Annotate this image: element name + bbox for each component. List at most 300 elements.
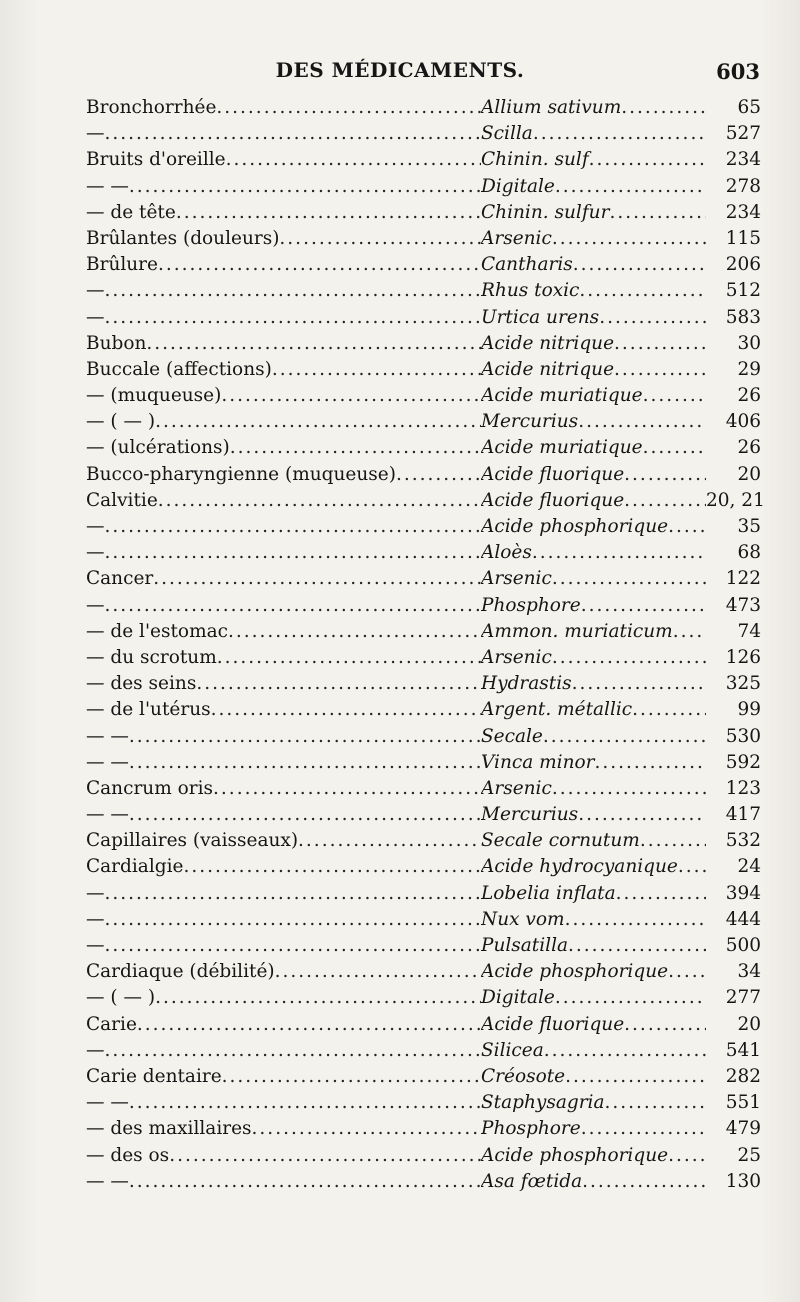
entry-term-cell xyxy=(86,935,481,956)
entry-term-cell xyxy=(86,333,481,354)
dot-leader xyxy=(272,359,481,380)
entry-term-cell xyxy=(86,673,481,694)
dot-leader xyxy=(673,621,706,642)
dot-leader xyxy=(105,909,482,930)
entry-remedy-cell xyxy=(481,1092,706,1113)
entry-term-cell xyxy=(86,961,481,982)
entry-page-number: 99 xyxy=(737,699,761,721)
dot-leader xyxy=(230,437,481,458)
entry-remedy-cell xyxy=(481,699,706,720)
entry-remedy: Digitale xyxy=(481,987,555,1009)
entry-term: — (ulcérations) xyxy=(86,437,230,459)
entry-remedy: Acide phosphorique xyxy=(481,961,669,983)
dot-leader xyxy=(643,437,706,458)
entry-term: — xyxy=(86,516,105,537)
entry-remedy: Mercurius xyxy=(481,804,579,826)
entry-remedy: Acide muriatique xyxy=(481,437,643,459)
dot-leader xyxy=(146,333,481,354)
dot-leader xyxy=(605,1092,706,1113)
entry-page-number: 444 xyxy=(725,908,761,930)
index-entry xyxy=(86,673,761,699)
entry-remedy: Mercurius xyxy=(481,411,579,433)
entry-remedy: Phosphore xyxy=(481,594,581,616)
entry-term: — des seins xyxy=(86,673,197,695)
entry-term: Cardiaque (débilité) xyxy=(86,961,275,983)
dot-leader xyxy=(589,149,706,170)
entry-remedy-cell xyxy=(481,935,706,956)
entry-term: — — xyxy=(86,1170,129,1192)
index-entry xyxy=(86,883,761,909)
entry-term-cell xyxy=(86,1040,481,1061)
entry-remedy: Acide fluorique xyxy=(481,489,625,511)
dot-leader xyxy=(624,1014,706,1035)
dot-leader xyxy=(568,935,706,956)
index-entry xyxy=(86,1145,761,1171)
entry-term: Cancrum oris xyxy=(86,777,214,799)
dot-leader xyxy=(624,464,706,485)
index-entry xyxy=(86,254,761,280)
entry-remedy-cell xyxy=(481,621,706,642)
entry-remedy: Créosote xyxy=(481,1065,566,1087)
entry-term-cell xyxy=(86,516,481,537)
entry-remedy: Hydrastis xyxy=(481,673,572,695)
entry-term: — xyxy=(86,882,105,904)
entry-term: — — xyxy=(86,725,129,747)
entry-remedy-cell xyxy=(481,647,706,668)
entry-term-cell xyxy=(86,778,481,799)
entry-page-number: 65 xyxy=(737,97,761,118)
dot-leader xyxy=(624,490,706,511)
entry-term-cell xyxy=(86,909,481,930)
index-entry xyxy=(86,1014,761,1040)
dot-leader xyxy=(678,856,706,877)
entry-remedy-cell xyxy=(481,595,706,616)
entry-page-number: 123 xyxy=(725,777,761,799)
entry-page-number: 500 xyxy=(725,935,761,956)
entry-term-cell xyxy=(86,359,481,380)
dot-leader xyxy=(176,202,481,223)
entry-term: — xyxy=(86,123,105,145)
entry-remedy: Aloès xyxy=(481,542,532,564)
entry-remedy: Nux vom xyxy=(481,908,565,930)
page-number: 603 xyxy=(716,59,760,84)
running-title: DES MÉDICAMENTS. xyxy=(275,58,525,82)
dot-leader xyxy=(543,726,706,747)
entry-term-cell xyxy=(86,1171,481,1192)
entry-term: — ( — ) xyxy=(86,411,156,433)
entry-term: Carie xyxy=(86,1013,137,1035)
dot-leader xyxy=(552,568,706,589)
entry-page-number: 74 xyxy=(737,620,761,642)
dot-leader xyxy=(544,1040,706,1061)
dot-leader xyxy=(614,359,706,380)
entry-page-number: 532 xyxy=(725,830,761,852)
entry-page-number: 473 xyxy=(725,594,761,616)
index-entry xyxy=(86,935,761,961)
entry-term: Capillaires (vaisseaux) xyxy=(86,830,299,852)
dot-leader xyxy=(196,673,481,694)
dot-leader xyxy=(581,595,706,616)
entry-remedy: Arsenic xyxy=(481,646,552,668)
dot-leader xyxy=(552,778,706,799)
entry-remedy-cell xyxy=(481,176,706,197)
entry-page-number: 277 xyxy=(725,987,761,1009)
entry-term-cell xyxy=(86,176,481,197)
entry-remedy: Digitale xyxy=(481,175,555,197)
dot-leader xyxy=(158,254,481,275)
entry-term-cell xyxy=(86,726,481,747)
entry-term: — — xyxy=(86,804,129,826)
dot-leader xyxy=(228,621,481,642)
dot-leader xyxy=(137,1014,481,1035)
entry-remedy: Chinin. sulfur xyxy=(481,201,610,223)
entry-page-number: 325 xyxy=(725,673,761,695)
entry-term: Brûlure xyxy=(86,254,158,276)
dot-leader xyxy=(211,699,481,720)
entry-remedy: Acide phosphorique xyxy=(481,1144,669,1166)
entry-page-number: 20, 21 xyxy=(706,489,765,511)
entry-term-cell xyxy=(86,621,481,642)
dot-leader xyxy=(582,1171,706,1192)
entry-remedy-cell xyxy=(481,1066,706,1087)
entry-page-number: 551 xyxy=(725,1092,761,1114)
entry-remedy-cell xyxy=(481,202,706,223)
entry-term-cell xyxy=(86,1118,481,1139)
dot-leader xyxy=(222,1066,481,1087)
entry-page-number: 35 xyxy=(737,516,761,537)
entry-remedy-cell xyxy=(481,123,706,144)
dot-leader xyxy=(252,1118,481,1139)
entry-remedy: Secale cornutum xyxy=(481,830,640,852)
dot-leader xyxy=(155,987,481,1008)
dot-leader xyxy=(221,385,481,406)
index-entry xyxy=(86,647,761,673)
entry-term: — de l'utérus xyxy=(86,699,211,721)
entry-remedy: Acide nitrique xyxy=(481,332,615,354)
entry-term-cell xyxy=(86,752,481,773)
entry-remedy: Pulsatilla xyxy=(481,935,569,956)
index-entry xyxy=(86,359,761,385)
index-entry xyxy=(86,752,761,778)
entry-remedy-cell xyxy=(481,1171,706,1192)
entry-remedy: Chinin. sulf xyxy=(481,149,589,171)
dot-leader xyxy=(616,883,706,904)
dot-leader xyxy=(599,307,706,328)
index-entry xyxy=(86,961,761,987)
dot-leader xyxy=(578,804,706,825)
dot-leader xyxy=(216,97,481,118)
entry-term-cell xyxy=(86,987,481,1008)
entry-term-cell xyxy=(86,385,481,406)
dot-leader xyxy=(578,411,706,432)
index-entry xyxy=(86,149,761,175)
entry-remedy: Scilla xyxy=(481,123,533,145)
dot-leader xyxy=(275,961,481,982)
index-entry xyxy=(86,516,761,542)
entry-remedy: Ammon. muriaticum xyxy=(481,620,673,642)
entry-remedy: Allium sativum xyxy=(481,97,622,118)
entry-page-number: 68 xyxy=(737,542,761,564)
entry-remedy: Argent. métallic xyxy=(481,699,633,721)
index-entry xyxy=(86,280,761,306)
dot-leader xyxy=(298,830,481,851)
entry-remedy-cell xyxy=(481,1145,706,1166)
entry-term-cell xyxy=(86,149,481,170)
entry-remedy-cell xyxy=(481,856,706,877)
entry-remedy-cell xyxy=(481,961,706,982)
dot-leader xyxy=(565,909,706,930)
index-entry xyxy=(86,726,761,752)
dot-leader xyxy=(105,280,482,301)
index-entry xyxy=(86,778,761,804)
dot-leader xyxy=(129,176,481,197)
page-header xyxy=(0,58,800,88)
dot-leader xyxy=(105,516,482,537)
entry-page-number: 512 xyxy=(725,280,761,302)
entry-remedy-cell xyxy=(481,883,706,904)
entry-term-cell xyxy=(86,699,481,720)
dot-leader xyxy=(105,883,482,904)
entry-page-number: 130 xyxy=(725,1170,761,1192)
index-entry xyxy=(86,307,761,333)
entry-page-number: 26 xyxy=(737,385,761,407)
entry-term-cell xyxy=(86,1014,481,1035)
entry-term-cell xyxy=(86,280,481,301)
entry-term: Brûlantes (douleurs) xyxy=(86,227,280,249)
entry-term: — — xyxy=(86,1092,129,1114)
entry-term: Carie dentaire xyxy=(86,1065,222,1087)
dot-leader xyxy=(129,1092,481,1113)
entry-term-cell xyxy=(86,1066,481,1087)
entry-term: Bubon xyxy=(86,332,147,354)
entry-term-cell xyxy=(86,883,481,904)
index-entry xyxy=(86,437,761,463)
entry-page-number: 30 xyxy=(737,332,761,354)
index-entry xyxy=(86,699,761,725)
entry-term: — des maxillaires xyxy=(86,1118,252,1140)
entry-remedy-cell xyxy=(481,333,706,354)
entry-remedy-cell xyxy=(481,307,706,328)
entry-term-cell xyxy=(86,97,481,118)
entry-remedy-cell xyxy=(481,516,706,537)
entry-term: — des os xyxy=(86,1144,170,1166)
index-entry xyxy=(86,411,761,437)
entry-term-cell xyxy=(86,1092,481,1113)
dot-leader xyxy=(105,307,482,328)
entry-remedy: Acide muriatique xyxy=(481,385,643,407)
index-entry xyxy=(86,1092,761,1118)
entry-page-number: 206 xyxy=(725,254,761,276)
dot-leader xyxy=(129,726,481,747)
index-entry xyxy=(86,542,761,568)
entry-page-number: 394 xyxy=(725,882,761,904)
entry-term-cell xyxy=(86,437,481,458)
dot-leader xyxy=(573,254,706,275)
entry-remedy-cell xyxy=(481,1118,706,1139)
entry-remedy-cell xyxy=(481,1014,706,1035)
index-entry xyxy=(86,621,761,647)
entry-remedy-cell xyxy=(481,752,706,773)
dot-leader xyxy=(169,1145,481,1166)
entry-page-number: 282 xyxy=(725,1065,761,1087)
dot-leader xyxy=(213,778,481,799)
dot-leader xyxy=(552,647,706,668)
entry-term-cell xyxy=(86,254,481,275)
entry-remedy-cell xyxy=(481,280,706,301)
entry-page-number: 527 xyxy=(725,123,761,145)
dot-leader xyxy=(155,411,481,432)
dot-leader xyxy=(632,699,706,720)
entry-remedy-cell xyxy=(481,568,706,589)
entry-term-cell xyxy=(86,830,481,851)
dot-leader xyxy=(105,595,482,616)
dot-leader xyxy=(555,176,706,197)
entry-term: Buccale (affections) xyxy=(86,358,272,380)
entry-remedy: Acide fluorique xyxy=(481,463,625,485)
entry-term: — de tête xyxy=(86,201,176,223)
dot-leader xyxy=(555,987,706,1008)
dot-leader xyxy=(668,961,706,982)
entry-page-number: 530 xyxy=(725,725,761,747)
index-entry xyxy=(86,228,761,254)
index-entry xyxy=(86,856,761,882)
entry-remedy-cell xyxy=(481,437,706,458)
entry-remedy: Acide fluorique xyxy=(481,1013,625,1035)
entry-term-cell xyxy=(86,228,481,249)
dot-leader xyxy=(533,123,706,144)
entry-page-number: 26 xyxy=(737,437,761,459)
entry-remedy-cell xyxy=(481,987,706,1008)
entry-remedy: Silicea xyxy=(481,1039,544,1061)
entry-remedy-cell xyxy=(481,726,706,747)
entry-term: — xyxy=(86,908,105,930)
entry-page-number: 25 xyxy=(737,1144,761,1166)
entry-remedy-cell xyxy=(481,909,706,930)
dot-leader xyxy=(217,647,481,668)
dot-leader xyxy=(572,673,706,694)
entry-term: Cardialgie xyxy=(86,856,184,878)
index-entry xyxy=(86,909,761,935)
dot-leader xyxy=(396,464,481,485)
index-entry xyxy=(86,464,761,490)
entry-term-cell xyxy=(86,568,481,589)
entry-remedy-cell xyxy=(481,804,706,825)
entry-remedy: Cantharis xyxy=(481,254,573,276)
entry-term-cell xyxy=(86,490,481,511)
dot-leader xyxy=(183,856,481,877)
entry-term-cell xyxy=(86,411,481,432)
index-entry xyxy=(86,97,761,123)
index-entry xyxy=(86,1040,761,1066)
entry-term: — (muqueuse) xyxy=(86,385,222,407)
entry-page-number: 278 xyxy=(725,175,761,197)
entry-term: — xyxy=(86,935,105,956)
dot-leader xyxy=(640,830,706,851)
dot-leader xyxy=(609,202,706,223)
entry-term-cell xyxy=(86,647,481,668)
dot-leader xyxy=(129,804,481,825)
entry-term-cell xyxy=(86,542,481,563)
entry-page-number: 24 xyxy=(737,856,761,878)
dot-leader xyxy=(226,149,481,170)
entry-term: — de l'estomac xyxy=(86,620,229,642)
entry-remedy: Urtica urens xyxy=(481,306,600,328)
entry-remedy-cell xyxy=(481,673,706,694)
entry-term: — xyxy=(86,280,105,302)
entry-page-number: 583 xyxy=(725,306,761,328)
entry-term: — xyxy=(86,594,105,616)
index-entry xyxy=(86,385,761,411)
entry-remedy-cell xyxy=(481,228,706,249)
entry-remedy-cell xyxy=(481,542,706,563)
entry-term: Cancer xyxy=(86,568,154,590)
dot-leader xyxy=(105,542,482,563)
index-entry xyxy=(86,1066,761,1092)
entry-page-number: 592 xyxy=(725,751,761,773)
entry-term-cell xyxy=(86,1145,481,1166)
entry-page-number: 126 xyxy=(725,646,761,668)
entry-remedy: Vinca minor xyxy=(481,751,595,773)
entry-remedy-cell xyxy=(481,385,706,406)
index-entry xyxy=(86,987,761,1013)
index-entry xyxy=(86,595,761,621)
entry-remedy-cell xyxy=(481,149,706,170)
entry-remedy: Acide nitrique xyxy=(481,358,615,380)
entry-term-cell xyxy=(86,804,481,825)
entry-term: — — xyxy=(86,751,129,773)
entry-remedy: Acide phosphorique xyxy=(481,516,669,537)
entry-term: Bronchorrhée xyxy=(86,97,217,118)
index-entry xyxy=(86,123,761,149)
index-entry xyxy=(86,568,761,594)
entry-remedy-cell xyxy=(481,254,706,275)
index-entry xyxy=(86,804,761,830)
entry-page-number: 479 xyxy=(725,1118,761,1140)
dot-leader xyxy=(153,568,481,589)
entry-remedy: Rhus toxic xyxy=(481,280,580,302)
entry-remedy: Arsenic xyxy=(481,227,552,249)
entry-page-number: 34 xyxy=(737,961,761,983)
entry-term-cell xyxy=(86,856,481,877)
entry-page-number: 234 xyxy=(725,149,761,171)
index-entry xyxy=(86,489,765,516)
entry-page-number: 20 xyxy=(737,1013,761,1035)
entry-page-number: 29 xyxy=(737,358,761,380)
dot-leader xyxy=(279,228,481,249)
entry-term: — xyxy=(86,542,105,564)
dot-leader xyxy=(595,752,707,773)
entry-remedy: Arsenic xyxy=(481,777,552,799)
entry-page-number: 115 xyxy=(725,227,761,249)
entry-term: — ( — ) xyxy=(86,987,156,1009)
entry-remedy-cell xyxy=(481,411,706,432)
dot-leader xyxy=(532,542,706,563)
entry-remedy-cell xyxy=(481,778,706,799)
entry-term: Bucco-pharyngienne (muqueuse) xyxy=(86,463,396,485)
entry-remedy-cell xyxy=(481,359,706,380)
dot-leader xyxy=(579,280,706,301)
entry-remedy: Phosphore xyxy=(481,1118,581,1140)
dot-leader xyxy=(158,490,481,511)
entry-remedy-cell xyxy=(481,464,706,485)
entry-remedy-cell xyxy=(481,490,706,511)
entry-page-number: 20 xyxy=(737,463,761,485)
entry-page-number: 122 xyxy=(725,568,761,590)
entry-term: — xyxy=(86,306,105,328)
entry-term-cell xyxy=(86,464,481,485)
dot-leader xyxy=(105,1040,482,1061)
entry-term: Bruits d'oreille xyxy=(86,149,226,171)
